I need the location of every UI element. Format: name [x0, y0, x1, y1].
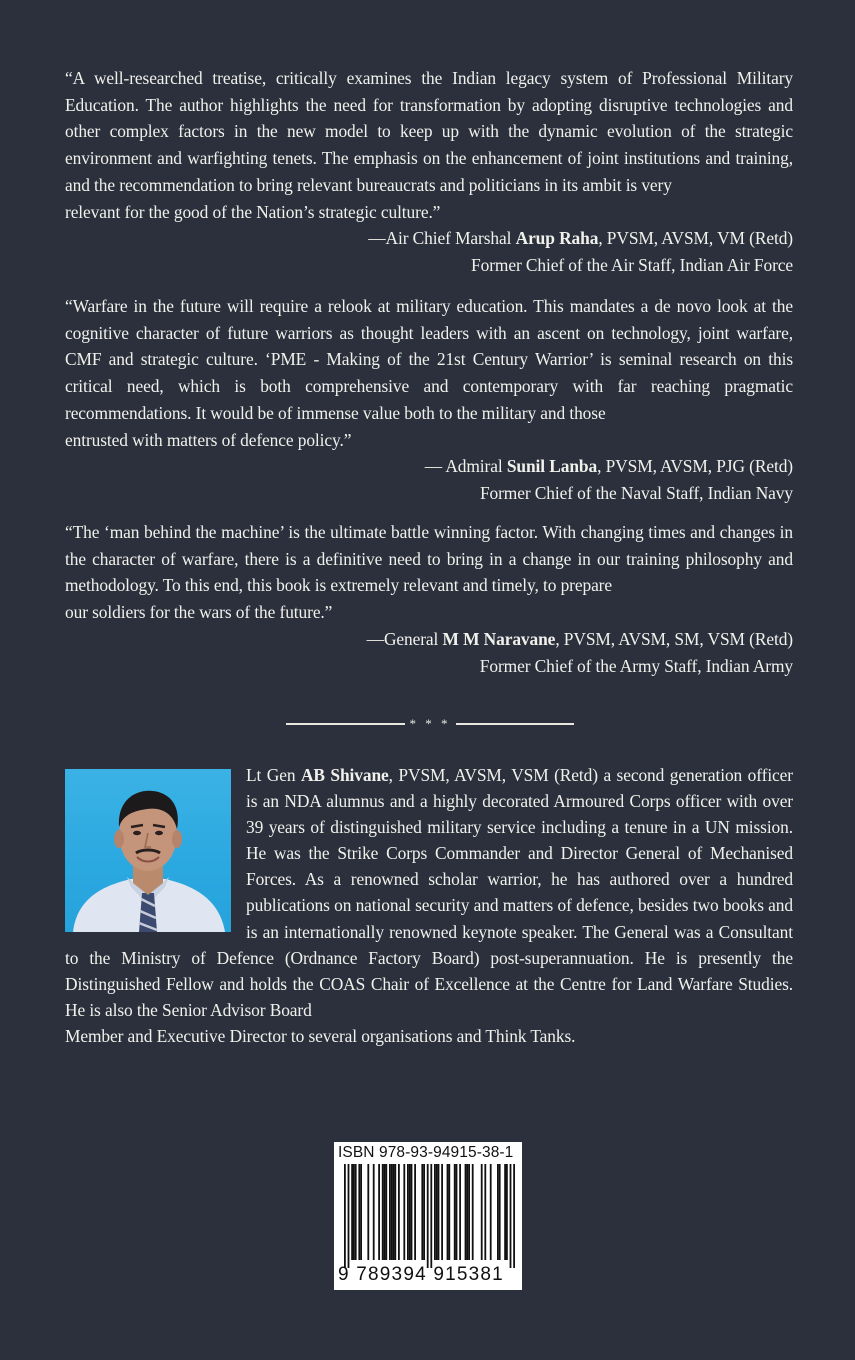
endorser-name: Sunil Lanba — [506, 456, 598, 477]
section-divider — [286, 714, 574, 734]
barcode-bar — [373, 1164, 375, 1260]
barcode-bar — [472, 1164, 474, 1260]
testimonial-quote-end: our soldiers for the wars of the future.” — [65, 602, 333, 623]
testimonial-quote-end: entrusted with matters of defence policy.” — [65, 429, 352, 450]
endorser-role: Former Chief of the Air Staff, Indian Air Force — [471, 254, 793, 275]
testimonial-attribution: —General M M Naravane, PVSM, AVSM, SM, VSM (Retd) — [366, 628, 793, 649]
endorser-name: M M Naravane — [442, 628, 556, 649]
testimonial-attribution: — Admiral Sunil Lanba, PVSM, AVSM, PJG (Retd) — [424, 456, 793, 477]
barcode-bar — [466, 1164, 468, 1260]
barcode-bar — [497, 1164, 499, 1260]
author-name: AB Shivane — [300, 765, 389, 785]
endorser-role: Former Chief of the Naval Staff, Indian Navy — [479, 482, 793, 503]
barcode-bar — [481, 1164, 483, 1260]
author-bio-text: , PVSM, AVSM, VSM (Retd) a second generation officer is an NDA alumnus and a highly decorated Armoured Corps officer with over 39 years of distinguished military service including a tenure in a UN mission. He was the Strike Corps Commander and Director General of Mechanised Forces. As a renowned scholar warrior, he has authored over a hundred publications on national security and matters of defence, besides two books and is an internationally renowned keynote speaker. The General was a Consultant to the Ministry of Defence (Ordnance Factory Board) post-superannuation. He is presently the Distinguished Fellow and holds the COAS Chair of Excellence at the Centre for Land Warfare Studies. He is also the Senior Advisor Board — [65, 765, 793, 1020]
barcode-bar — [351, 1164, 353, 1260]
barcode-bar — [499, 1164, 501, 1260]
barcode-bar — [391, 1164, 393, 1260]
barcode-bar — [384, 1164, 386, 1260]
divider-line-right — [456, 723, 575, 725]
testimonial-quote: “Warfare in the future will require a relook at military education. This mandates a de novo look at the cognitive character of future warriors as thought leaders with an ascent on technology, joint warfare, CMF and strategic culture. ‘PME - Making of the 21st Century Warrior’ is seminal research on this critical need, which is both comprehensive and contemporary with far reaching pragmatic recommendations. It would be of immense value both to the military and those — [65, 296, 793, 423]
barcode-bar — [421, 1164, 423, 1260]
barcode-bar — [385, 1164, 387, 1260]
isbn-label: ISBN 978-93-94915-38-1 — [338, 1144, 514, 1161]
testimonial-2 — [65, 293, 793, 507]
testimonial-quote-end: relevant for the good of the Nation’s strategic culture.” — [65, 201, 441, 222]
divider-line-left — [286, 723, 405, 725]
barcode-bar — [411, 1164, 413, 1260]
testimonial-quote: “A well-researched treatise, critically examines the Indian legacy system of Professional Military Education. The author highlights the need for transformation by adopting disruptive technologies and other complex factors in the new model to keep up with the dynamic evolution of the strategic environment and warfighting tenets. The emphasis on the enhancement of joint institutions and training, and the recommendation to bring relevant bureaucrats and politicians in its ambit is very — [65, 68, 793, 195]
barcode-bar — [490, 1164, 492, 1260]
barcode-bar — [510, 1164, 512, 1268]
barcode-bar — [344, 1164, 346, 1268]
barcode-bar — [423, 1164, 425, 1260]
testimonial-3 — [65, 519, 793, 679]
testimonial-quote: “The ‘man behind the machine’ is the ultimate battle winning factor. With changing times and changes in the character of warfare, there is a definitive need to bring in a change in our training philosophy and methodology. To this end, this book is extremely relevant and timely, to prepare — [65, 522, 793, 596]
isbn-barcode — [334, 1142, 522, 1290]
barcode-bar — [389, 1164, 391, 1260]
endorser-name: Arup Raha — [515, 228, 599, 249]
barcode-bar — [447, 1164, 449, 1260]
barcode-bar — [409, 1164, 411, 1260]
barcode-bar — [378, 1164, 380, 1260]
barcode-bar — [504, 1164, 506, 1260]
divider-stars: * * * — [409, 716, 451, 731]
barcode-bar — [355, 1164, 357, 1260]
barcode-bar — [398, 1164, 400, 1260]
author-portrait-illustration — [65, 769, 231, 932]
barcode-bar — [358, 1164, 360, 1260]
barcode-bar — [459, 1164, 461, 1260]
barcode-bar — [484, 1164, 486, 1260]
testimonial-attribution: —Air Chief Marshal Arup Raha, PVSM, AVSM, VM (Retd) — [368, 228, 793, 249]
barcode-bar — [438, 1164, 440, 1260]
barcode-bar — [513, 1164, 515, 1268]
barcode-bars — [342, 1164, 516, 1268]
barcode-bar — [393, 1164, 395, 1260]
barcode-bar — [367, 1164, 369, 1260]
barcode-bar — [348, 1164, 350, 1268]
barcode-bar — [403, 1164, 405, 1260]
barcode-bar — [441, 1164, 443, 1260]
barcode-bar — [382, 1164, 384, 1260]
barcode-bar — [465, 1164, 467, 1260]
barcode-bar — [448, 1164, 450, 1260]
testimonial-1 — [65, 65, 793, 279]
author-bio — [65, 762, 793, 1049]
barcode-bar — [506, 1164, 508, 1260]
author-prefix: Lt Gen — [246, 765, 301, 785]
barcode-bar — [353, 1164, 355, 1260]
barcode-bar — [468, 1164, 470, 1260]
barcode-bar — [454, 1164, 456, 1260]
barcode-bar — [456, 1164, 458, 1260]
barcode-bar — [407, 1164, 409, 1260]
barcode-bar — [436, 1164, 438, 1260]
barcode-bar — [434, 1164, 436, 1260]
barcode-bar — [360, 1164, 362, 1260]
barcode-bar — [394, 1164, 396, 1260]
endorser-role: Former Chief of the Army Staff, Indian Army — [479, 655, 793, 676]
barcode-bar — [430, 1164, 432, 1268]
author-photo — [65, 769, 231, 932]
author-bio-end: Member and Executive Director to several organisations and Think Tanks. — [65, 1025, 576, 1046]
barcode-bar — [427, 1164, 429, 1268]
ean-digits: 9 789394 915381 — [338, 1264, 504, 1285]
barcode-bar — [414, 1164, 416, 1260]
